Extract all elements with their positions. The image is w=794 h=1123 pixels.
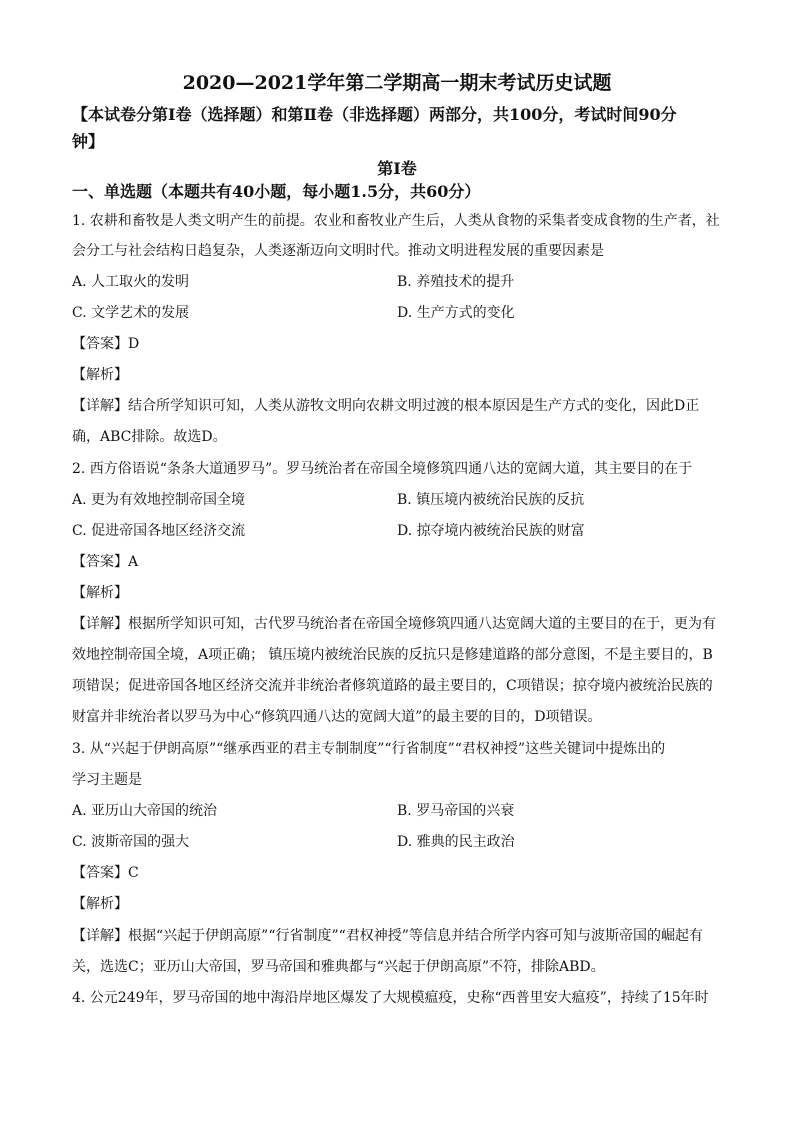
q3-analysis: 【解析】 [72,896,128,912]
q1-answer: 【答案】D [72,336,140,352]
q2-option-b: B. 镇压境内被统治民族的反抗 [397,492,585,508]
q3-stem-line-1: 3. 从“兴起于伊朗高原”“继承西亚的君主专制制度”“行省制度”“君权神授”这些关键词中提炼出的 [72,741,666,757]
q2-analysis: 【解析】 [72,585,128,601]
q3-option-c: C. 波斯帝国的强大 [72,834,190,850]
q1-stem-line-2: 会分工与社会结构日趋复杂，人类逐渐迈向文明时代。推动文明进程发展的重要因素是 [72,243,604,259]
q2-detail-line-4: 财富并非统治者以罗马为中心“修筑四通八达的宽阔大道”的最主要的目的，D项错误。 [72,709,602,725]
q2-detail-line-3: 项错误；促进帝国各地区经济交流并非统治者修筑道路的最主要目的，C项错误；掠夺境内被统治民族的 [72,678,713,694]
q1-detail-line-2: 确，ABC排除。故选D。 [72,429,227,445]
q2-detail-line-1: 【详解】根据所学知识可知，古代罗马统治者在帝国全境修筑四通八达宽阔大道的主要目的在于，更为有 [72,616,716,632]
q3-detail-line-2: 关，选选C；亚历山大帝国，罗马帝国和雅典都与“兴起于伊朗高原”不符，排除ABD。 [72,959,605,975]
q2-answer: 【答案】A [72,554,139,570]
q3-stem-line-2: 学习主题是 [72,772,142,788]
q2-option-c: C. 促进帝国各地区经济交流 [72,523,246,539]
q1-option-b: B. 养殖技术的提升 [397,274,515,290]
q1-detail-line-1: 【详解】结合所学知识可知，人类从游牧文明向农耕文明过渡的根本原因是生产方式的变化，因此D正 [72,398,700,414]
q2-option-d: D. 掠夺境内被统治民族的财富 [397,523,585,539]
q3-answer: 【答案】C [72,865,139,881]
q3-option-d: D. 雅典的民主政治 [397,834,515,850]
q4-stem-line-1: 4. 公元249年，罗马帝国的地中海沿岸地区爆发了大规模瘟疫，史称“西普里安大瘟疫”，持续了15年时 [72,990,709,1006]
section-heading: 一、单选题（本题共有40小题，每小题1.5分，共60分） [72,182,481,201]
q2-detail-line-2: 效地控制帝国全境，A项正确； 镇压境内被统治民族的反抗只是修建道路的部分意图，不是主要目的，B [72,647,713,663]
intro-line-2: 钟】 [72,132,105,151]
q3-option-b: B. 罗马帝国的兴衰 [397,803,515,819]
q1-option-c: C. 文学艺术的发展 [72,305,190,321]
q1-option-d: D. 生产方式的变化 [397,305,515,321]
intro-line-1: 【本试卷分第Ⅰ卷（选择题）和第Ⅱ卷（非选择题）两部分，共100分，考试时间90分 [72,105,677,124]
q2-option-a: A. 更为有效地控制帝国全境 [72,492,246,508]
q3-option-a: A. 亚历山大帝国的统治 [72,803,218,819]
q1-analysis: 【解析】 [72,367,128,383]
volume-heading: 第Ⅰ卷 [377,159,417,178]
q3-detail-line-1: 【详解】根据“兴起于伊朗高原”“行省制度”“君权神授”等信息并结合所学内容可知与波斯帝国的崛起有 [72,928,703,944]
q1-stem-line-1: 1. 农耕和畜牧是人类文明产生的前提。农业和畜牧业产生后，人类从食物的采集者变成食物的生产者，社 [72,213,720,229]
q1-option-a: A. 人工取火的发明 [72,274,190,290]
q2-stem-line-1: 2. 西方俗语说“条条大道通罗马”。罗马统治者在帝国全境修筑四通八达的宽阔大道，其主要目的在于 [72,461,693,477]
exam-title: 2020—2021学年第二学期高一期末考试历史试题 [182,72,612,94]
